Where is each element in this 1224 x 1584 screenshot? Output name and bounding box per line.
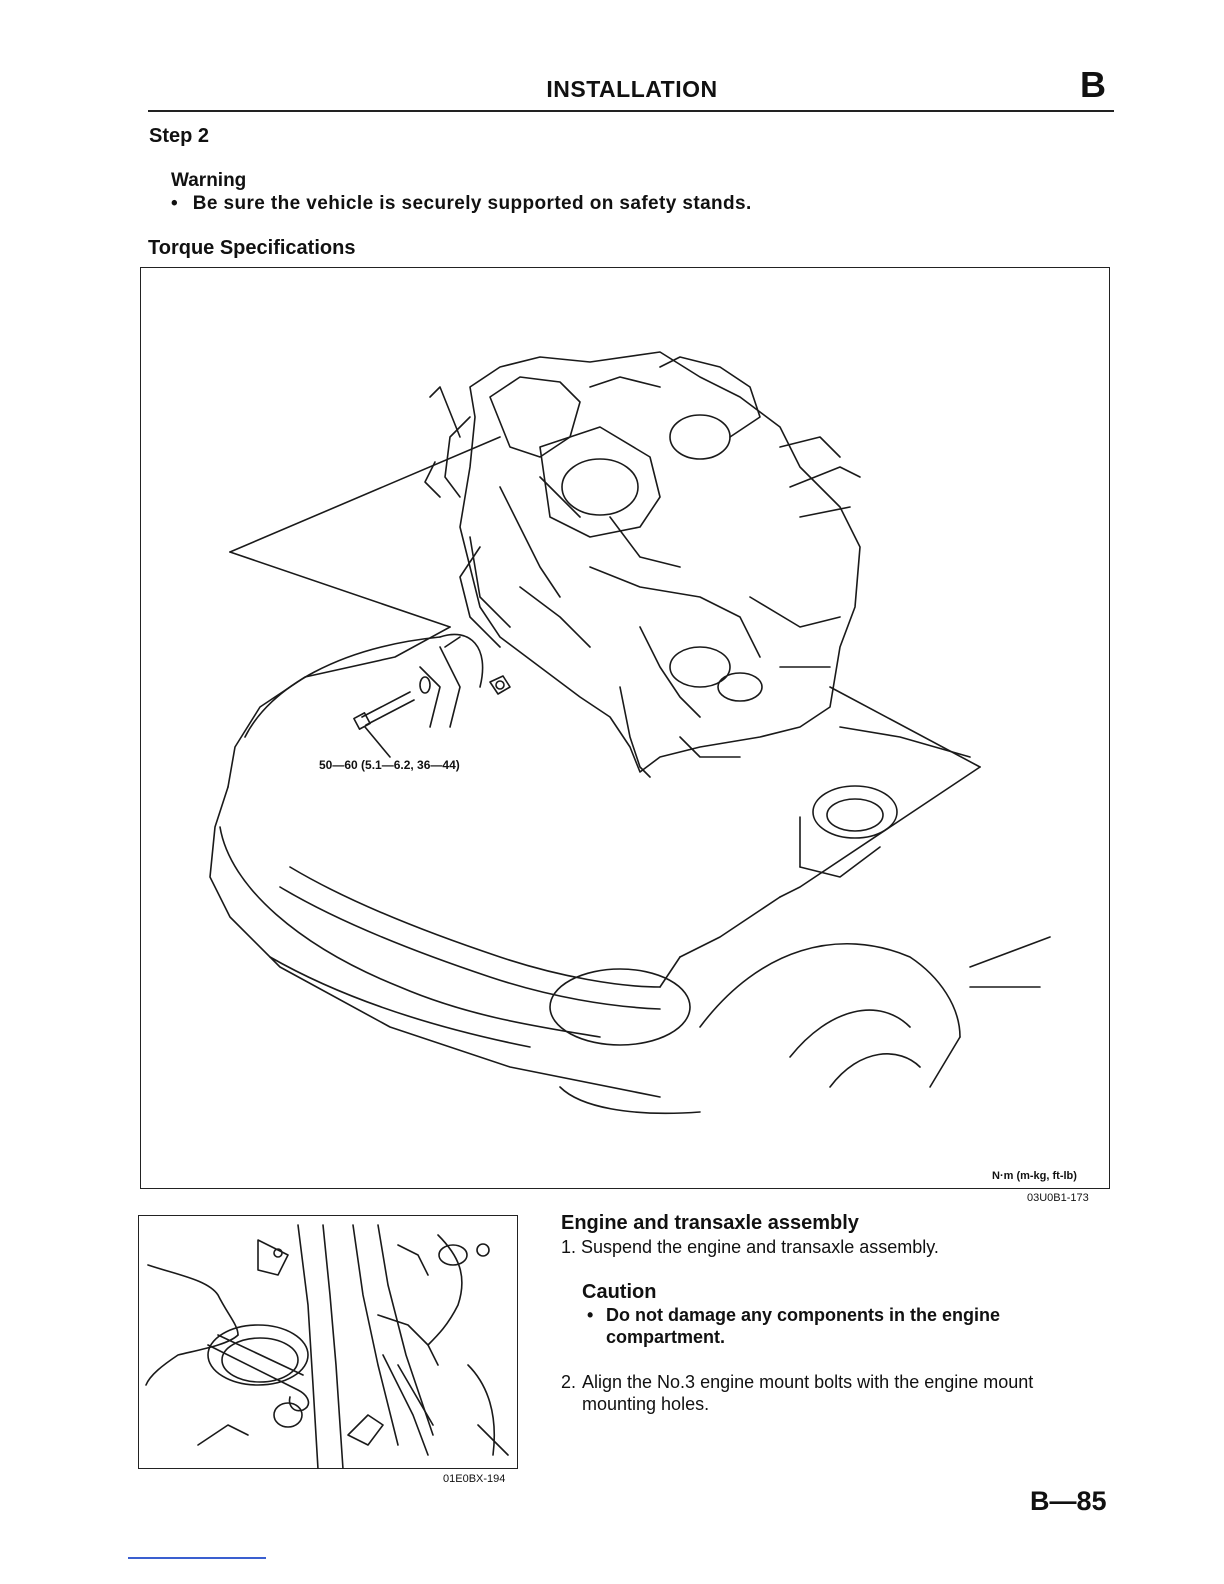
- warning-text: Be sure the vehicle is securely supported on safety stands.: [192, 193, 752, 214]
- header-rule: [148, 110, 1114, 112]
- caution-bullet: •: [587, 1305, 594, 1325]
- warning-bullet: •: [171, 193, 179, 214]
- torque-units-label: N·m (m-kg, ft-lb): [992, 1170, 1077, 1182]
- torque-specifications-title: Torque Specifications: [148, 237, 356, 259]
- figure-id-main: 03U0B1-173: [1027, 1192, 1089, 1204]
- warning-title: Warning: [171, 170, 247, 191]
- bottom-link-underline: [128, 1557, 266, 1559]
- caution-title: Caution: [582, 1281, 657, 1303]
- caution-item: [587, 1304, 1107, 1348]
- bolt-torque-label: 50—60 (5.1—6.2, 36—44): [319, 758, 460, 772]
- page-number: B—85: [1030, 1486, 1107, 1516]
- step-2-number: 2.: [561, 1372, 577, 1392]
- warning-item: [171, 193, 752, 215]
- section-letter: B: [1080, 64, 1106, 105]
- engine-mount-alignment-illustration: [138, 1215, 518, 1469]
- figure-id-small: 01E0BX-194: [443, 1473, 506, 1485]
- step-2-text: Align the No.3 engine mount bolts with the engine mount mounting holes.: [582, 1372, 1034, 1414]
- engine-installation-illustration: [140, 267, 1110, 1189]
- engine-section-heading: Engine and transaxle assembly: [561, 1212, 859, 1234]
- caution-text: Do not damage any components in the engine compartment.: [606, 1305, 1001, 1347]
- step-heading: Step 2: [149, 125, 210, 147]
- page-header-title: INSTALLATION: [546, 76, 718, 102]
- procedure-step-2: [561, 1371, 1106, 1415]
- procedure-step-1: 1. Suspend the engine and transaxle assembly.: [561, 1237, 939, 1257]
